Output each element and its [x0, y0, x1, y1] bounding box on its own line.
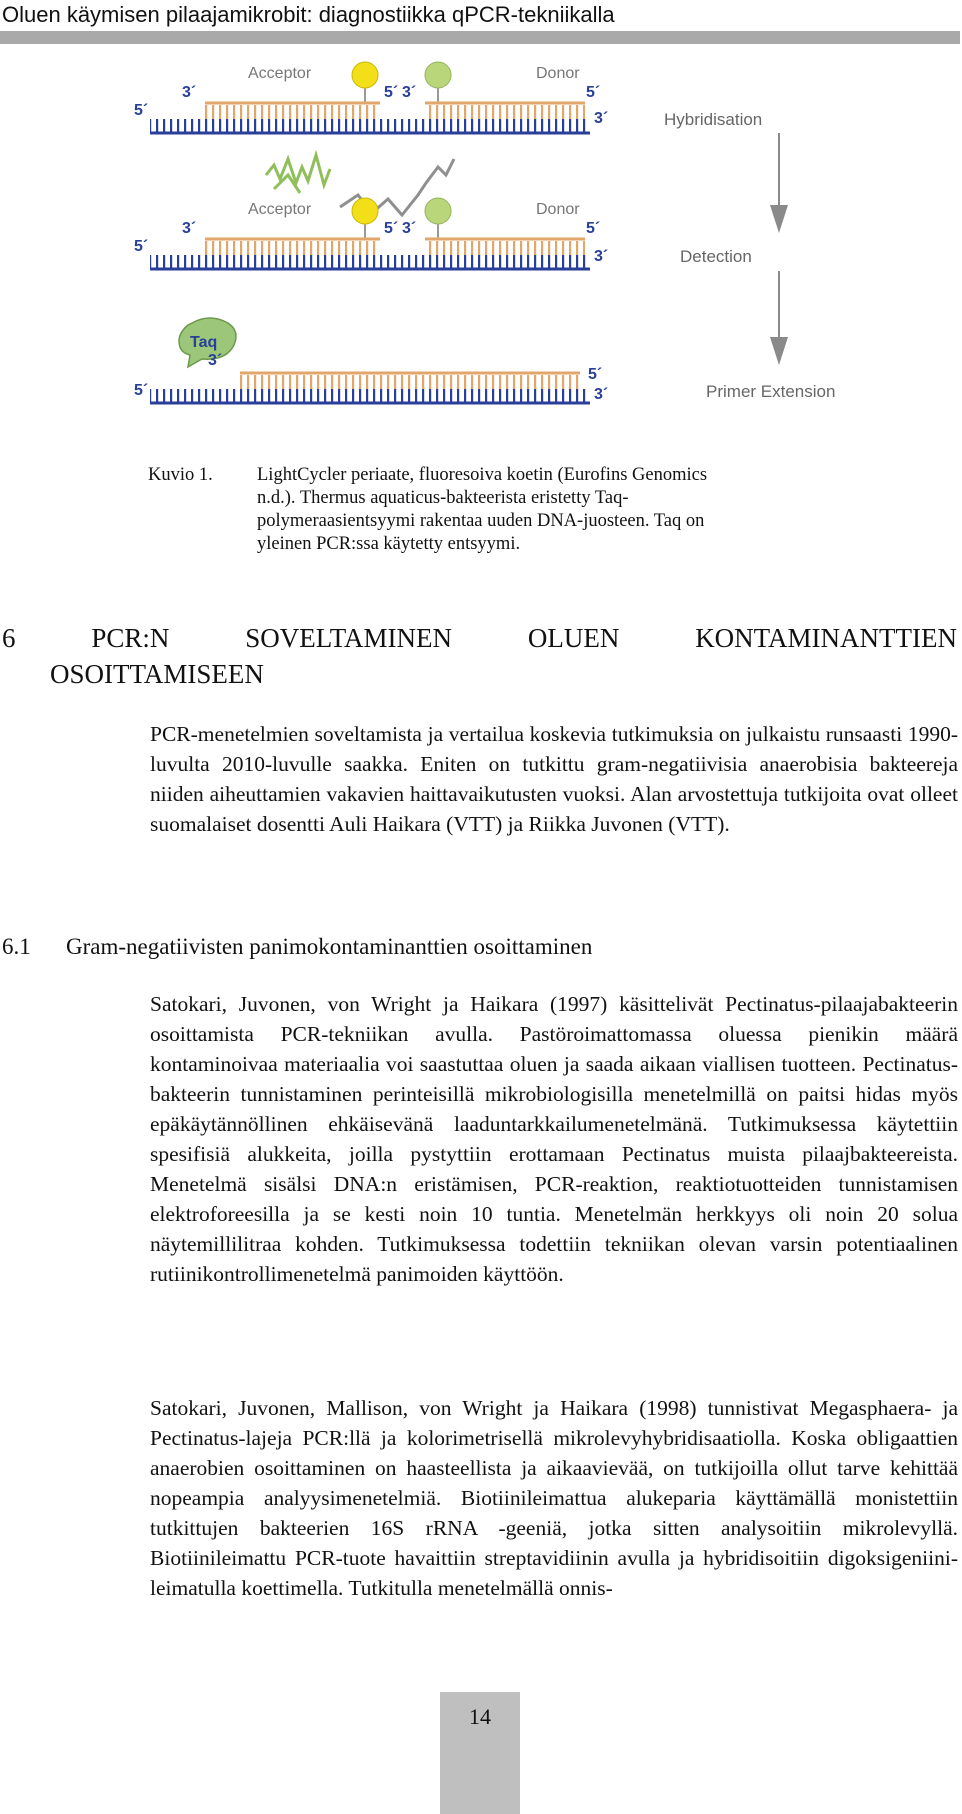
lightcycler-figure [134, 55, 860, 415]
subsection-title: Gram-negatiivisten panimokontaminanttien osoittaminen [66, 934, 593, 959]
strand-end-label: 5´ [588, 366, 603, 383]
strand-end-label: 3´ [402, 84, 417, 101]
panel-extension [134, 318, 835, 403]
body-paragraph-2 [150, 1393, 958, 1603]
step-label-extension: Primer Extension [706, 382, 836, 401]
strand-end-label: 3´ [594, 248, 609, 265]
section-intro-paragraph [150, 719, 958, 839]
acceptor-fluorophore [352, 62, 378, 88]
donor-fluorophore [425, 62, 451, 88]
paragraph-text: Satokari, Juvonen, von Wright ja Haikara (1997) käsittelivät Pectinatus-pilaajabakteerin osoittamista PCR-tekniikan avulla. Pastöroimattomassa oluessa pienikin määrä kontaminoivaa materiaalia voi saastuttaa oluen ja saada aikaan viallisen tuotteen. Pectinatus-bakteerin tunnistaminen perinteisillä mikrobiologisilla menetelmillä on paitsi hidas myös epäkäytännöllinen ehkäisevänä laaduntarkkailumenetelmänä. Tutkimuksessa käytettiin spesifisiä alukkeita, joilla pystyttiin erottamaan Pectinatus muista pilaajbakteereista. Menetelmä sisälsi DNA:n eristämisen, PCR-reaktion, reaktiotuotteiden tunnistamisen elektroforeesilla ja se kesti noin 10 tuntia. Menetelmän herkkyys oli noin 20 solua näytemillilitraa kohden. Tutkimuksessa todettiin tekniikan olevan varsin potentiaalinen rutiinikontrollimenetelmä panimoiden käyttöön. [150, 992, 958, 1286]
body-paragraph-1 [150, 989, 958, 1289]
header-rule [0, 31, 960, 44]
acceptor-label: Acceptor [248, 201, 312, 218]
donor-label: Donor [536, 201, 580, 218]
running-header: Oluen käymisen pilaajamikrobit: diagnostiikka qPCR-tekniikalla [2, 2, 615, 27]
section-number: 6 [2, 623, 16, 653]
step-label-hybridisation: Hybridisation [664, 110, 763, 129]
donor-fluorophore [425, 198, 451, 224]
caption-label: Kuvio 1. [148, 465, 213, 485]
page-number: 14 [469, 1704, 491, 1729]
caption-text: LightCycler periaate, fluoresoiva koetin (Eurofins Genomics n.d.). Thermus aquaticus-bakteerista eristetty Taq-polymeraasientsyymi rakentaa uuden DNA-juosteen. Taq on yleinen PCR:ssa käytetty entsyymi. [257, 465, 708, 554]
strand-end-label: 3´ [182, 220, 197, 237]
strand-end-label: 3´ [594, 386, 609, 403]
strand-end-label: 5´ [134, 102, 149, 119]
heading-line-2: OSOITTAMISEEN [50, 659, 264, 689]
paragraph-text: PCR-menetelmien soveltamista ja vertailua koskevia tutkimuksia on julkaistu runsaasti 1990-luvulta 2010-luvulle saakka. Eniten on tutkittu gram-negatiivisia anaerobisia bakteereja niiden aiheuttamien vakavien haittavaikutusten vuoksi. Alan arvostettuja tutkijoita ovat olleet suomalaiset dosentti Auli Haikara (VTT) ja Riikka Juvonen (VTT). [150, 722, 958, 836]
heading-word: KONTAMINANTTIEN [695, 623, 957, 653]
subsection-number: 6.1 [2, 934, 31, 959]
strand-end-label: 5´ [586, 220, 601, 237]
strand-end-label: 3´ [594, 110, 609, 127]
taq-label: Taq [190, 334, 218, 351]
fret-probe-diagram [134, 55, 860, 415]
page-number-box [440, 1692, 520, 1814]
figure-caption [148, 464, 748, 556]
emission-signal-icon [266, 155, 330, 185]
strand-end-label: 5´ [134, 382, 149, 399]
donor-label: Donor [536, 65, 580, 82]
heading-word: SOVELTAMINEN [245, 623, 453, 653]
strand-end-label: 3´ [402, 220, 417, 237]
heading-word: PCR:N [91, 623, 170, 653]
strand-end-label: 5´ [586, 84, 601, 101]
paragraph-text: Satokari, Juvonen, Mallison, von Wright ja Haikara (1998) tunnistivat Megasphaera- ja Pectinatus-lajeja PCR:llä ja kolorimetrisellä mikrolevyhybridisaatiolla. Koska obligaattien anaerobien osoittaminen on haasteellista ja aikaavievää, on tutkijoilla ollut tarve kehittää nopeampia analyysimenetelmiä. Biotiinileimattua alukeparia käyttämällä monistettiin tutkittujen bakteerien 16S rRNA -geeniä, jotka sitten analysoitiin mikrolevyllä. Biotiinileimattu PCR-tuote havaittiin streptavidiinin avulla ja hybridisoitiin digoksigeniini-leimatulla koettimella. Tutkitulla menetelmällä onnis- [150, 1396, 958, 1600]
heading-word: OLUEN [527, 623, 620, 653]
acceptor-fluorophore [352, 198, 378, 224]
strand-end-label: 5´ [384, 84, 399, 101]
panel-hybridisation [134, 62, 762, 133]
strand-end-label: 5´ [384, 220, 399, 237]
acceptor-label: Acceptor [248, 65, 312, 82]
section-heading [2, 620, 957, 692]
subsection-heading [2, 932, 902, 962]
process-arrow [770, 133, 788, 365]
step-label-detection: Detection [680, 247, 752, 266]
strand-end-label: 5´ [134, 238, 149, 255]
panel-detection [134, 155, 752, 269]
strand-end-label: 3´ [182, 84, 197, 101]
strand-end-label: 3´ [208, 352, 223, 369]
